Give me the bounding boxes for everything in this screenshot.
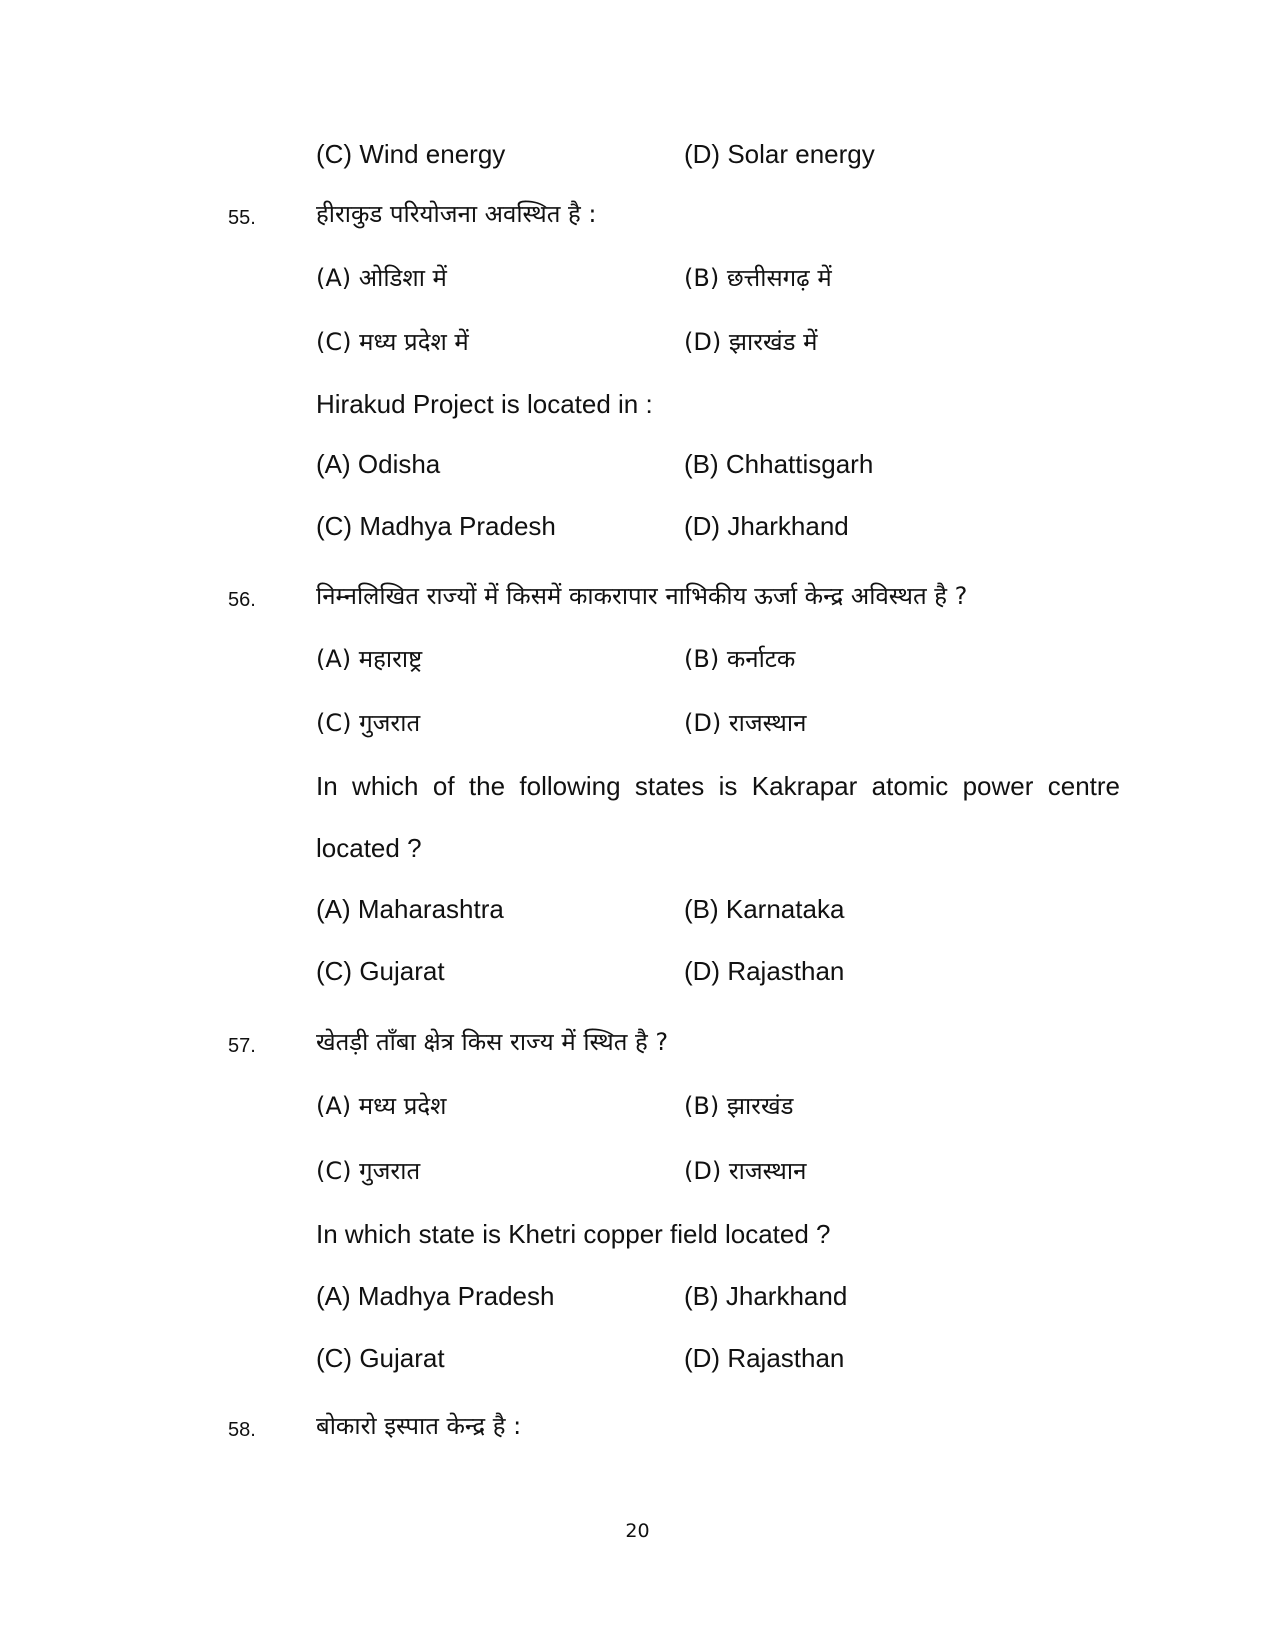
q55-option-c: (C) Madhya Pradesh: [316, 511, 556, 541]
q57-option-a-hindi: (A) मध्य प्रदेश: [316, 1092, 447, 1120]
q56-option-b: (B) Karnataka: [684, 894, 845, 924]
q55-option-c-hindi: (C) मध्य प्रदेश में: [316, 328, 469, 356]
q57-stem-english: In which state is Khetri copper field located ?: [316, 1219, 831, 1249]
q56-option-a-hindi: (A) महाराष्ट्र: [316, 645, 423, 673]
option-d-solar-energy: (D) Solar energy: [684, 139, 875, 169]
q56-option-d-hindi: (D) राजस्थान: [684, 709, 807, 737]
question-number-55: 55.: [228, 207, 256, 229]
q55-option-a-hindi: (A) ओडिशा में: [316, 264, 447, 292]
q57-option-c-hindi: (C) गुजरात: [316, 1157, 421, 1185]
question-number-57: 57.: [228, 1035, 256, 1057]
question-number-56: 56.: [228, 589, 256, 611]
q58-stem-hindi: बोकारो इस्पात केन्द्र है :: [316, 1412, 522, 1440]
option-c-wind-energy: (C) Wind energy: [316, 139, 506, 169]
q55-option-d: (D) Jharkhand: [684, 511, 849, 541]
q57-option-b-hindi: (B) झारखंड: [684, 1092, 794, 1120]
q55-option-b-hindi: (B) छत्तीसगढ़ में: [684, 264, 832, 292]
page-number: 20: [625, 1520, 650, 1542]
q55-option-b: (B) Chhattisgarh: [684, 449, 874, 479]
q57-stem-hindi: खेतड़ी ताँबा क्षेत्र किस राज्य में स्थित है ?: [316, 1028, 669, 1056]
q55-stem-english: Hirakud Project is located in :: [316, 389, 653, 419]
q56-option-b-hindi: (B) कर्नाटक: [684, 645, 796, 673]
q55-stem-hindi: हीराकुड परियोजना अवस्थित है :: [316, 200, 597, 228]
q56-option-a: (A) Maharashtra: [316, 894, 504, 924]
q56-option-c-hindi: (C) गुजरात: [316, 709, 421, 737]
q56-option-c: (C) Gujarat: [316, 956, 445, 986]
q56-option-d: (D) Rajasthan: [684, 956, 845, 986]
q57-option-c: (C) Gujarat: [316, 1343, 445, 1373]
q57-option-b: (B) Jharkhand: [684, 1281, 848, 1311]
q57-option-d-hindi: (D) राजस्थान: [684, 1157, 807, 1185]
question-number-58: 58.: [228, 1419, 256, 1441]
q56-stem-hindi: निम्नलिखित राज्यों में किसमें काकरापार नाभिकीय ऊर्जा केन्द्र अविस्थत है ?: [316, 582, 968, 610]
q56-stem-english-line-2: located ?: [316, 833, 422, 863]
q57-option-a: (A) Madhya Pradesh: [316, 1281, 555, 1311]
q55-option-a: (A) Odisha: [316, 449, 441, 479]
q55-option-d-hindi: (D) झारखंड में: [684, 328, 818, 356]
q57-option-d: (D) Rajasthan: [684, 1343, 845, 1373]
q56-stem-english-line-1: In which of the following states is Kakrapar atomic power centre: [316, 771, 1120, 801]
